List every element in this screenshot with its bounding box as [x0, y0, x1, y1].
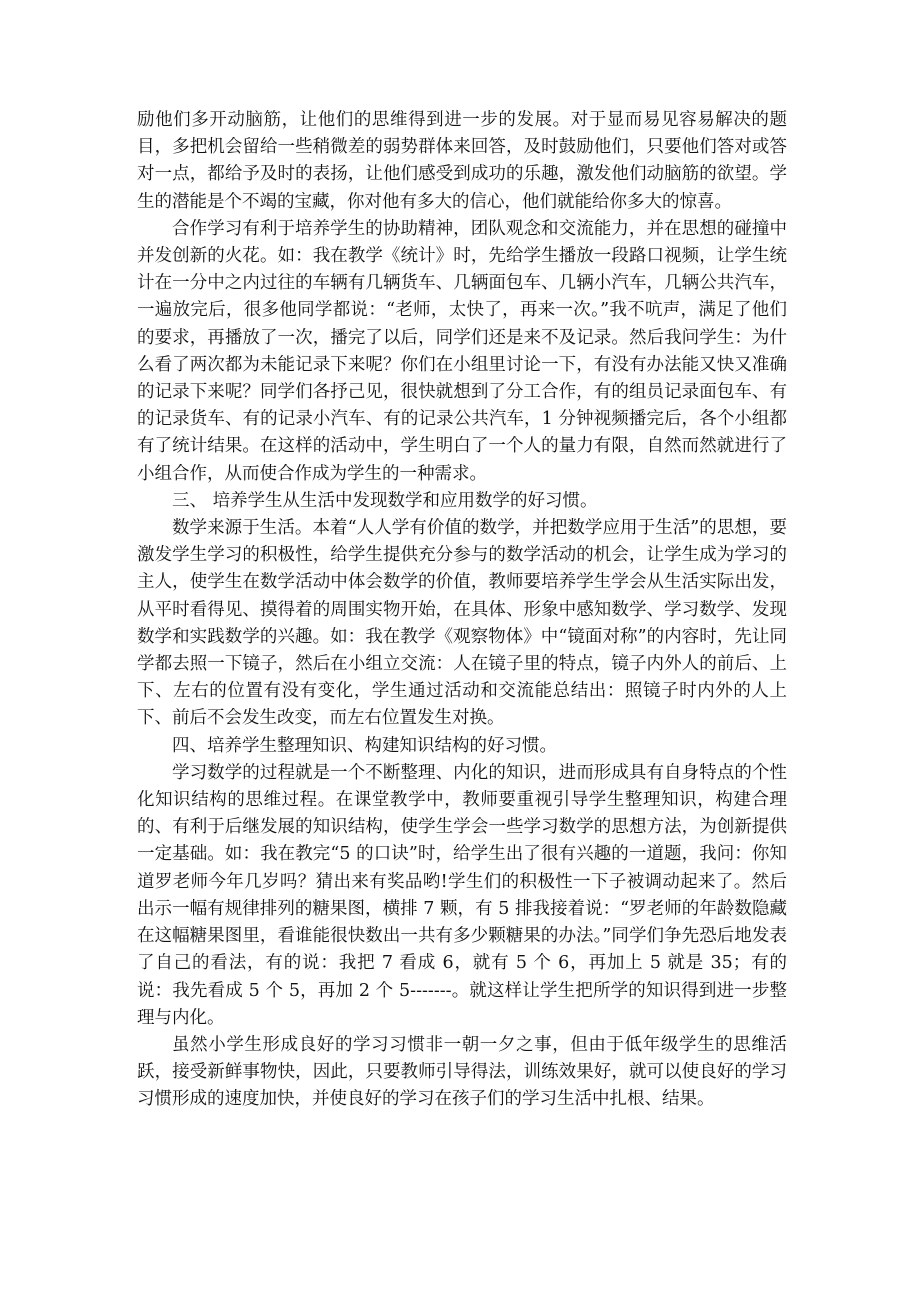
paragraph-continued: 励他们多开动脑筋，让他们的思维得到进一步的发展。对于显而易见容易解决的题目，多把机会留给一些稍微差的弱势群体来回答，及时鼓励他们，只要他们答对或答对一点，都给予及时的表扬，让他们感受到成功的乐趣，激发他们动脑筋的欲望。学生的潜能是个不竭的宝藏，你对他有多大的信心，他们就能给你多大的惊喜。 — [137, 110, 787, 212]
section-heading-three: 三、 培养学生从生活中发现数学和应用数学的好习惯。 — [172, 490, 598, 511]
document-page — [137, 107, 787, 1114]
paragraph-math-from-life: 数学来源于生活。本着“人人学有价值的数学，并把数学应用于生活”的思想，要激发学生学习的积极性，给学生提供充分参与的数学活动的机会，让学生成为学习的主人，使学生在数学活动中体会数学的价值，教师要培养学生学会从生活实际出发，从平时看得见、摸得着的周围实物开始，在具体、形象中感知数学、学习数学、发现数学和实践数学的兴趣。如：我在教学《观察物体》中“镜面对称”的内容时，先让同学都去照一下镜子，然后在小组立交流：人在镜子里的特点，镜子内外人的前后、上下、左右的位置有没有变化，学生通过活动和交流能总结出：照镜子时内外的人上下、前后不会发生改变，而左右位置发生对换。 — [137, 518, 787, 729]
section-heading-four: 四、培养学生整理知识、构建知识结构的好习惯。 — [172, 735, 557, 756]
paragraph-knowledge-structure: 学习数学的过程就是一个不断整理、内化的知识，进而形成具有自身特点的个性化知识结构的思维过程。在课堂教学中，教师要重视引导学生整理知识，构建合理的、有利于后继发展的知识结构，使学生学会一些学习数学的思想方法，为创新提供一定基础。如：我在教完“5 的口诀”时，给学生出了很有兴趣的一道题，我问：你知道罗老师今年几岁吗？猜出来有奖品哟!学生们的积极性一下子被调动起来了。然后出示一幅有规律排列的糖果图，横排 7 颗，有 5 排我接着说：“罗老师的年龄数隐藏在这幅糖果图里，看谁能很快数出一共有多少颗糖果的办法。”同学们争先恐后地发表了自己的看法，有的说：我把 7 看成 6，就有 5 个 6，再加上 5 就是 35；有的说：我先看成 5 个 5，再加 2 个 5-------。就这样让学生把所学的知识得到进一步整理与内化。 — [137, 762, 787, 1028]
paragraph-cooperative-learning: 合作学习有利于培养学生的协助精神，团队观念和交流能力，并在思想的碰撞中并发创新的火花。如：我在教学《统计》时，先给学生播放一段路口视频，让学生统计在一分中之内过往的车辆有几辆货车、几辆面包车、几辆小汽车，几辆公共汽车，一遍放完后，很多他同学都说：“老师，太快了，再来一次。”我不吭声，满足了他们的要求，再播放了一次，播完了以后，同学们还是来不及记录。然后我问学生：为什么看了两次都为未能记录下来呢？你们在小组里讨论一下，有没有办法能又快又准确的记录下来呢？同学们各抒己见，很快就想到了分工合作，有的组员记录面包车、有的记录货车、有的记录小汽车、有的记录公共汽车，1 分钟视频播完后，各个小组都有了统计结果。在这样的活动中，学生明白了一个人的量力有限，自然而然就进行了小组合作，从而使合作成为学生的一种需求。 — [137, 218, 787, 484]
paragraph-conclusion: 虽然小学生形成良好的学习习惯非一朝一夕之事，但由于低年级学生的思维活跃，接受新鲜事物快，因此，只要教师引导得法，训练效果好，就可以使良好的学习习惯形成的速度加快，并使良好的学习在孩子们的学习生活中扎根、结果。 — [137, 1034, 787, 1110]
